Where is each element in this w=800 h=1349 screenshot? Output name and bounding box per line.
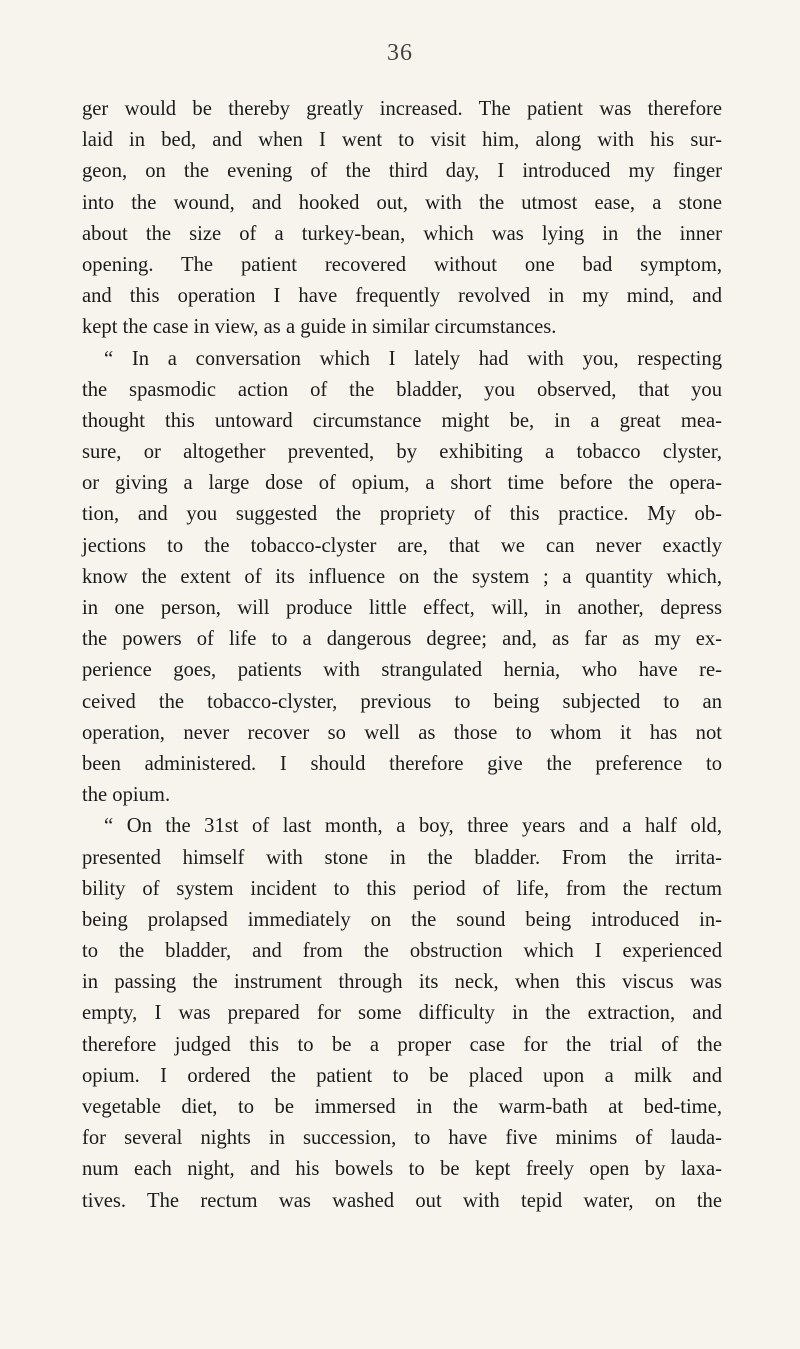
text-line: the opium. xyxy=(82,784,171,807)
text-line: the powers of life to a dangerous degree; and, as far as my ex- xyxy=(82,628,722,651)
text-line: been administered. I should therefore give the preference to xyxy=(82,752,722,775)
text-line: ceived the tobacco-clyster, previous to being subjected to an xyxy=(82,690,722,713)
text-line: therefore judged this to be a proper case for the trial of the xyxy=(82,1033,722,1056)
body-text xyxy=(82,94,722,1217)
text-line: to the bladder, and from the obstruction which I experienced xyxy=(82,940,722,963)
text-line: ger would be thereby greatly increased. The patient was therefore xyxy=(82,98,722,120)
text-line: jections to the tobacco-clyster are, that we can never exactly xyxy=(82,534,722,557)
text-line: laid in bed, and when I went to visit him, along with his sur- xyxy=(82,129,722,152)
text-line: sure, or altogether prevented, by exhibiting a tobacco clyster, xyxy=(82,441,722,464)
text-line: opening. The patient recovered without one bad symptom, xyxy=(82,253,722,276)
text-line: operation, never recover so well as those to whom it has not xyxy=(82,721,722,744)
text-line: tives. The rectum was washed out with tepid water, on the xyxy=(82,1189,722,1212)
text-line: “ In a conversation which I lately had with you, respecting xyxy=(104,347,722,370)
text-line: num each night, and his bowels to be kept freely open by laxa- xyxy=(82,1158,722,1181)
text-line: vegetable diet, to be immersed in the warm-bath at bed-time, xyxy=(82,1096,722,1118)
text-line: tion, and you suggested the propriety of this practice. My ob- xyxy=(82,503,722,526)
text-line: or giving a large dose of opium, a short time before the opera- xyxy=(82,472,722,495)
text-line: about the size of a turkey-bean, which was lying in the inner xyxy=(82,222,722,245)
text-line: empty, I was prepared for some difficulty in the extraction, and xyxy=(82,1002,722,1025)
text-line: into the wound, and hooked out, with the utmost ease, a stone xyxy=(82,191,722,214)
text-line: being prolapsed immediately on the sound being introduced in- xyxy=(82,908,722,931)
text-line: perience goes, patients with strangulated hernia, who have re- xyxy=(82,659,722,682)
text-line: geon, on the evening of the third day, I introduced my finger xyxy=(82,160,722,183)
text-line: thought this untoward circumstance might be, in a great mea- xyxy=(82,409,722,432)
page-number: 36 xyxy=(387,40,413,66)
text-line: know the extent of its influence on the system ; a quantity which, xyxy=(82,565,722,588)
text-line: the spasmodic action of the bladder, you observed, that you xyxy=(82,378,722,401)
text-line: opium. I ordered the patient to be placed upon a milk and xyxy=(82,1064,722,1087)
text-line: in passing the instrument through its neck, when this viscus was xyxy=(82,971,722,994)
text-line: kept the case in view, as a guide in similar circumstances. xyxy=(82,316,557,339)
text-line: bility of system incident to this period of life, from the rectum xyxy=(82,877,722,900)
text-line: and this operation I have frequently revolved in my mind, and xyxy=(82,285,722,308)
text-line: for several nights in succession, to have five minims of lauda- xyxy=(82,1127,722,1150)
text-line: presented himself with stone in the bladder. From the irrita- xyxy=(82,846,722,869)
text-line: in one person, will produce little effect, will, in another, depress xyxy=(82,597,722,619)
text-line: “ On the 31st of last month, a boy, three years and a half old, xyxy=(104,815,722,838)
